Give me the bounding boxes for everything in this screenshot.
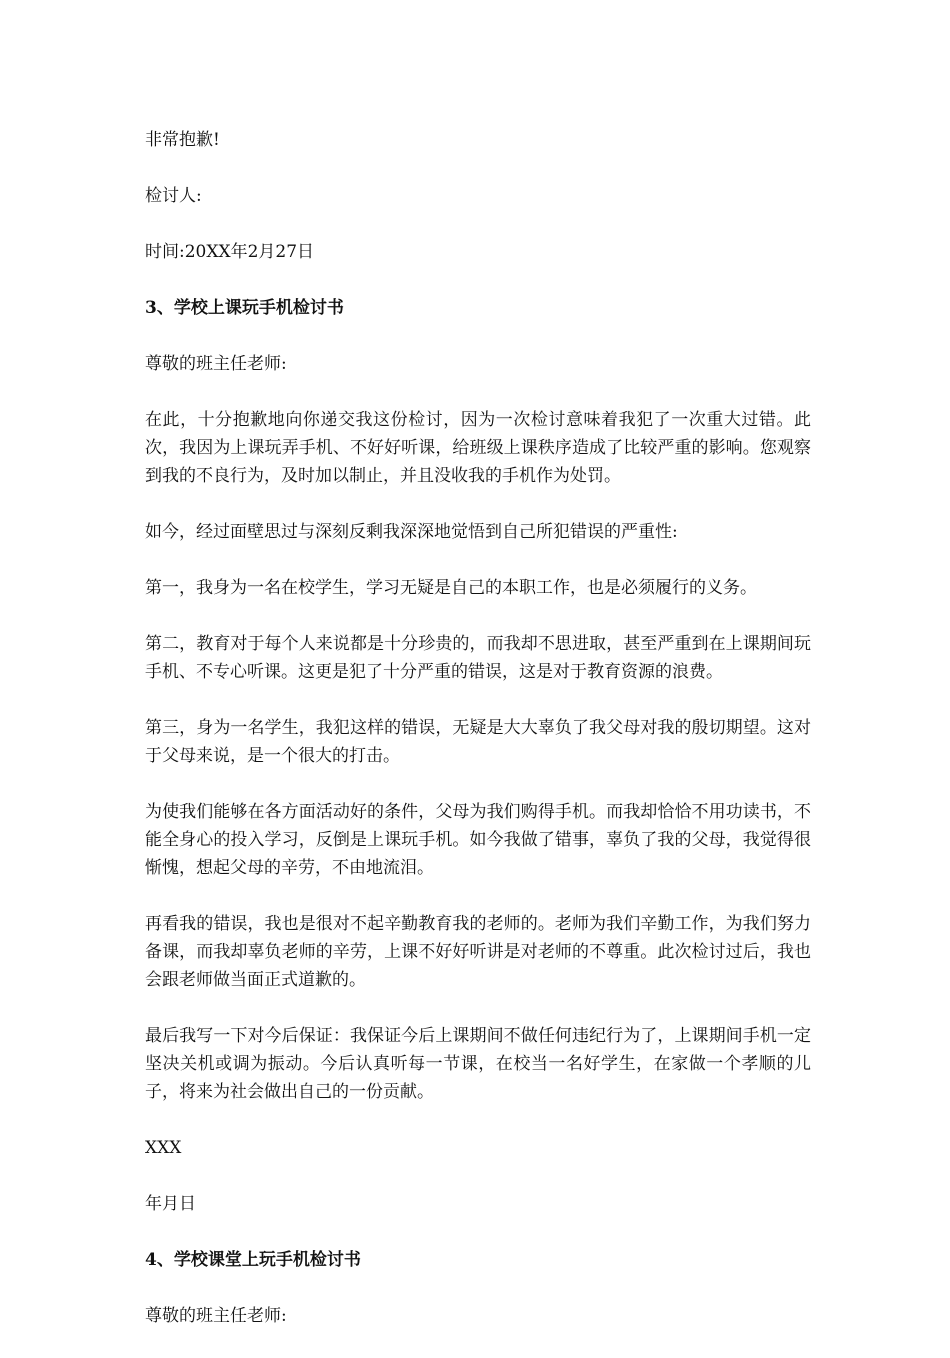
salutation: 尊敬的班主任老师:: [145, 354, 287, 374]
salutation: 尊敬的班主任老师:: [145, 1306, 287, 1326]
signature-line: XXX: [145, 1138, 182, 1158]
body-paragraph: 最后我写一下对今后保证：我保证今后上课期间不做任何违纪行为了，上课期间手机一定坚决关机或调为振动。今后认真听每一节课，在校当一名好学生，在家做一个孝顺的儿子，将来为社会做出自己的一份贡献。: [145, 1026, 811, 1102]
document-body: [145, 126, 811, 1358]
body-paragraph: 如今，经过面壁思过与深刻反剩我深深地觉悟到自己所犯错误的严重性:: [145, 522, 678, 542]
body-paragraph: 再看我的错误，我也是很对不起辛勤教育我的老师的。老师为我们辛勤工作，为我们努力备课，而我却辜负老师的辛劳，上课不好好听讲是对老师的不尊重。此次检讨过后，我也会跟老师做当面正式道歉的。: [145, 914, 811, 990]
section-heading-3: 3、学校上课玩手机检讨书: [145, 298, 344, 318]
closing-apology: 非常抱歉!: [145, 130, 220, 150]
body-paragraph: 第一，我身为一名在校学生，学习无疑是自己的本职工作，也是必须履行的义务。: [145, 578, 757, 598]
section-heading-4: 4、学校课堂上玩手机检讨书: [145, 1250, 361, 1270]
author-line: 检讨人:: [145, 186, 202, 206]
date-line: 时间:20XX年2月27日: [145, 242, 315, 262]
body-paragraph: 第二，教育对于每个人来说都是十分珍贵的，而我却不思进取，甚至严重到在上课期间玩手机、不专心听课。这更是犯了十分严重的错误，这是对于教育资源的浪费。: [145, 634, 811, 682]
body-paragraph: 第三，身为一名学生，我犯这样的错误，无疑是大大辜负了我父母对我的殷切期望。这对于父母来说，是一个很大的打击。: [145, 718, 811, 766]
date-placeholder: 年月日: [145, 1194, 196, 1214]
body-paragraph: 在此，十分抱歉地向你递交我这份检讨，因为一次检讨意味着我犯了一次重大过错。此次，我因为上课玩弄手机、不好好听课，给班级上课秩序造成了比较严重的影响。您观察到我的不良行为，及时加以制止，并且没收我的手机作为处罚。: [145, 410, 811, 486]
body-paragraph: 为使我们能够在各方面活动好的条件，父母为我们购得手机。而我却恰恰不用功读书，不能全身心的投入学习，反倒是上课玩手机。如今我做了错事，辜负了我的父母，我觉得很惭愧，想起父母的辛劳，不由地流泪。: [145, 802, 811, 878]
